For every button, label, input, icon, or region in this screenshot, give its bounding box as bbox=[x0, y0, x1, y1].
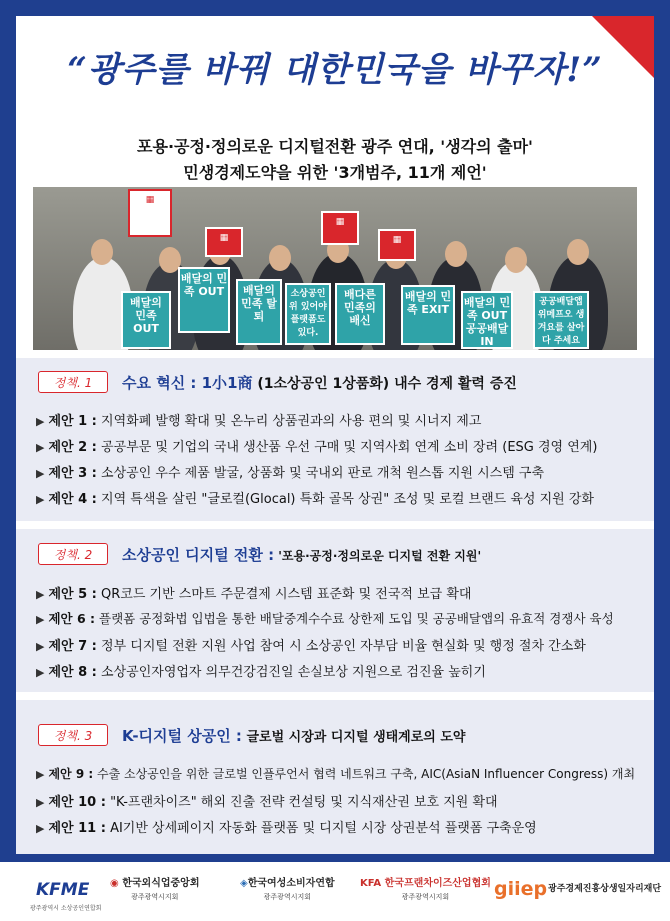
policy-1-title: 수요 혁신 : 1小1商 (1소상공인 1상품화) 내수 경제 활력 증진 bbox=[122, 373, 517, 392]
proposal-1: ▶ 제안 1 : 지역화폐 발행 확대 및 온누리 상품권과의 사용 편의 및 시너지 제고 bbox=[36, 414, 482, 429]
placard-5: 배다른 민족의 배신 bbox=[335, 283, 385, 345]
placard-7: 배달의 민족 OUT 공공배달 IN bbox=[461, 291, 513, 349]
subtitle-line-2: 민생경제도약을 위한 '3개범주, 11개 제언' bbox=[183, 163, 487, 182]
proposal-6: ▶ 제안 6 : 플랫폼 공정화법 입법을 통한 배달중계수수료 상한제 도입 및 공공배달앱의 유효적 경쟁사 육성 bbox=[36, 611, 614, 626]
proposal-11: ▶ 제안 11 : AI기반 상세페이지 자동화 플랫폼 및 디지털 시장 상권분석 플랫폼 구축운영 bbox=[36, 821, 537, 836]
policy-3-header bbox=[38, 724, 466, 746]
proposal-2: ▶ 제안 2 : 공공부문 및 기업의 국내 생산품 우선 구매 및 지역사회 연계 소비 장려 (ESG 경영 연계) bbox=[36, 440, 598, 455]
group-photo bbox=[33, 187, 637, 350]
consumer-union-logo-icon: ◈ bbox=[240, 878, 248, 889]
org-gwangju-economy-foundation: 광주경제진흥상생일자리재단 bbox=[548, 884, 662, 894]
placard-6: 배달의 민족 EXIT bbox=[401, 285, 455, 345]
org-women-consumer-union: ◈한국여성소비자연합 광주광역시지회 bbox=[240, 878, 335, 901]
placard-2: 배달의 민족 OUT bbox=[178, 267, 230, 333]
proposal-9: ▶ 제안 9 : 수출 소상공인을 위한 글로벌 인플루언서 협력 네트워크 구축, AIC(AsiaN Influencer Congress) 개최 bbox=[36, 767, 636, 781]
org-korea-food-association: ◉ 한국외식업중앙회 광주광역시지회 bbox=[110, 878, 200, 901]
kfme-logo: KFME bbox=[36, 880, 90, 900]
policy-2-title: 소상공인 디지털 전환 : '포용·공정·정의로운 디지털 전환 지원' bbox=[122, 545, 482, 564]
policy-2-badge: 정책. 2 bbox=[38, 543, 108, 565]
food-association-logo-icon: ◉ bbox=[110, 878, 119, 889]
slogan: “광주를 바꿔 대한민국을 바꾸자!” bbox=[67, 50, 603, 90]
proposal-5: ▶ 제안 5 : QR코드 기반 스마트 주문결제 시스템 표준화 및 전국적 보급 확대 bbox=[36, 587, 472, 602]
proposal-4: ▶ 제안 4 : 지역 특색을 살린 "글로컬(Glocal) 특화 골목 상권" 조성 및 로컬 브랜드 육성 지원 강화 bbox=[36, 492, 594, 507]
qr-placard-red-3: ▦ bbox=[378, 229, 416, 261]
proposal-3: ▶ 제안 3 : 소상공인 우수 제품 발굴, 상품화 및 국내외 판로 개척 원스톱 지원 시스템 구축 bbox=[36, 466, 545, 481]
placard-1: 배달의 민족 OUT bbox=[121, 291, 171, 349]
policy-3-title: K-디지털 상공인 : 글로벌 시장과 디지털 생태계로의 도약 bbox=[122, 726, 466, 745]
org-franchise-association: KFA 한국프랜차이즈산업협회 광주광역시지회 bbox=[360, 878, 491, 901]
placard-3: 배달의 민족 탈퇴 bbox=[236, 279, 282, 345]
qr-placard-red-2: ▦ bbox=[321, 211, 359, 245]
qr-placard-left: ▦ bbox=[128, 189, 172, 237]
giiep-logo: giiep bbox=[494, 878, 548, 900]
policy-3-badge: 정책. 3 bbox=[38, 724, 108, 746]
proposal-10: ▶ 제안 10 : "K-프랜차이즈" 해외 진출 전략 컨설팅 및 지식재산권 보호 지원 확대 bbox=[36, 795, 498, 810]
kfme-subtitle: 광주광역시 소상공인연합회 bbox=[30, 905, 102, 912]
policy-1-header bbox=[38, 371, 517, 393]
placard-4: 소상공인 위 있어야 플랫폼도 있다. bbox=[285, 283, 331, 345]
qr-placard-red-1: ▦ bbox=[205, 227, 243, 257]
proposal-7: ▶ 제안 7 : 정부 디지털 전환 지원 사업 참여 시 소상공인 자부담 비율 현실화 및 행정 절차 간소화 bbox=[36, 639, 586, 654]
policy-1-badge: 정책. 1 bbox=[38, 371, 108, 393]
subtitle-line-1: 포용·공정·정의로운 디지털전환 광주 연대, '생각의 출마' bbox=[137, 137, 533, 156]
proposal-8: ▶ 제안 8 : 소상공인자영업자 의무건강검진일 손실보상 지원으로 검진율 높히기 bbox=[36, 665, 486, 680]
placard-8: 공공배달앱 위메프오 생겨요를 살아다 주세요 bbox=[533, 291, 589, 349]
policy-2-header bbox=[38, 543, 481, 565]
